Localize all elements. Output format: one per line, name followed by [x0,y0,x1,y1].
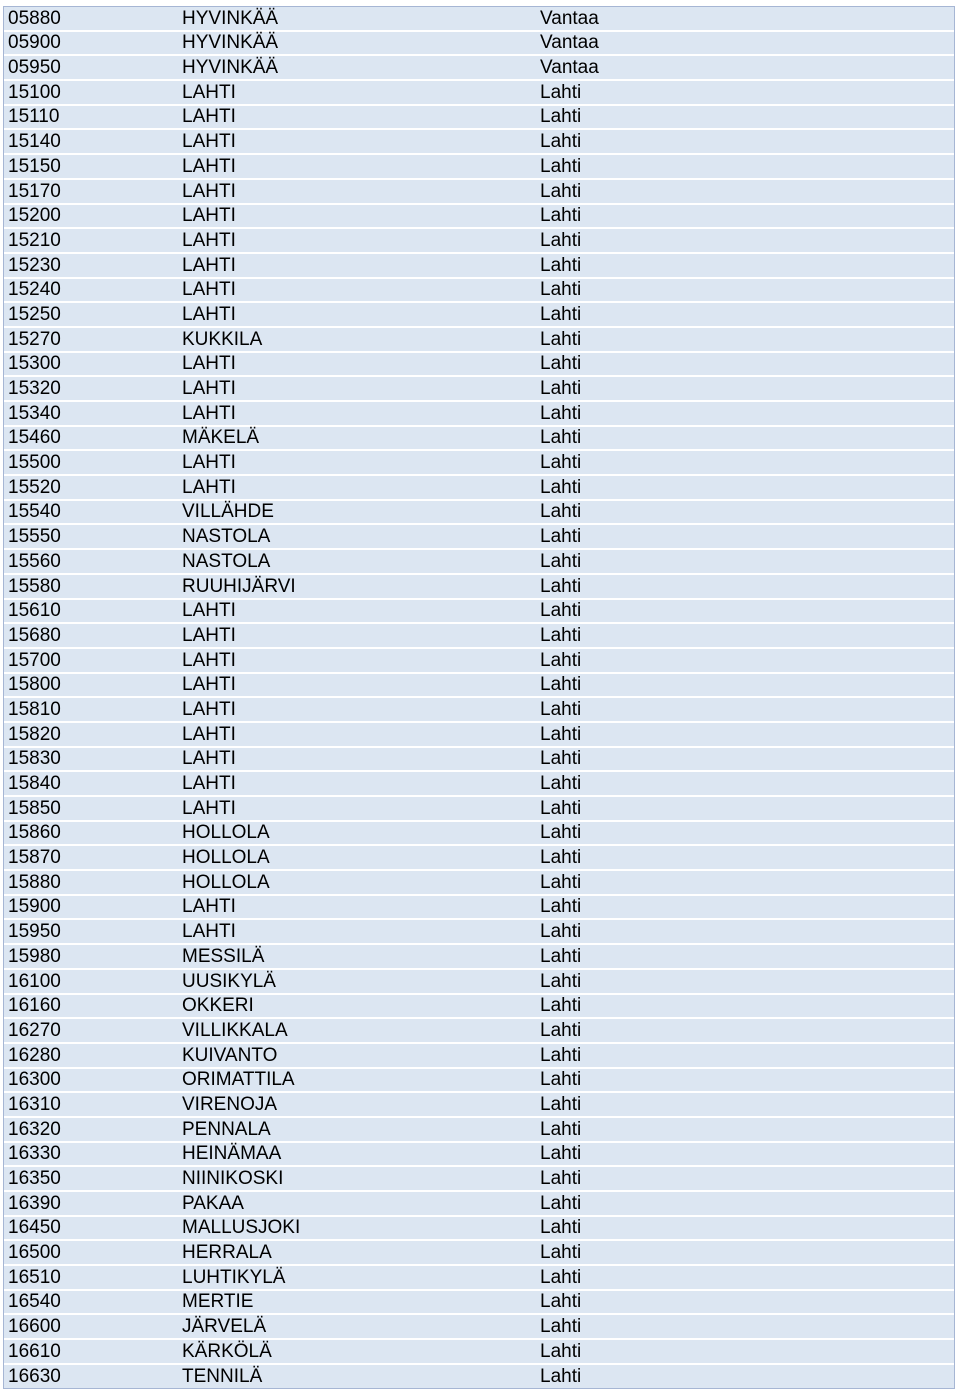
locality-cell: RUUHIJÄRVI [178,575,536,600]
postal-code-cell: 16610 [4,1340,178,1365]
municipality-cell: Lahti [536,155,954,180]
municipality-cell: Lahti [536,995,954,1020]
municipality-cell: Lahti [536,353,954,378]
postal-code-cell: 15170 [4,180,178,205]
table-row [4,1291,954,1316]
municipality-cell: Lahti [536,1069,954,1094]
locality-cell: VILLÄHDE [178,501,536,526]
locality-cell: MALLUSJOKI [178,1217,536,1242]
postal-code-cell: 15270 [4,328,178,353]
locality-cell: MÄKELÄ [178,427,536,452]
table-row [4,600,954,625]
locality-cell: LAHTI [178,896,536,921]
locality-cell: LAHTI [178,402,536,427]
municipality-cell: Lahti [536,575,954,600]
postal-code-cell: 15700 [4,649,178,674]
municipality-cell: Lahti [536,427,954,452]
postal-code-cell: 15150 [4,155,178,180]
locality-cell: LAHTI [178,377,536,402]
locality-cell: HERRALA [178,1241,536,1266]
postal-code-cell: 16630 [4,1365,178,1388]
locality-cell: HEINÄMAA [178,1143,536,1168]
locality-cell: VIRENOJA [178,1093,536,1118]
municipality-cell: Lahti [536,1365,954,1388]
locality-cell: HYVINKÄÄ [178,56,536,81]
municipality-cell: Lahti [536,846,954,871]
table-row [4,451,954,476]
municipality-cell: Lahti [536,1192,954,1217]
table-row [4,476,954,501]
table-body [4,7,954,1388]
table-row [4,1315,954,1340]
table-row [4,1365,954,1388]
locality-cell: LAHTI [178,254,536,279]
municipality-cell: Lahti [536,1291,954,1316]
postal-code-cell: 16310 [4,1093,178,1118]
municipality-cell: Lahti [536,550,954,575]
locality-cell: LAHTI [178,229,536,254]
postal-code-cell: 16390 [4,1192,178,1217]
table-row [4,698,954,723]
postal-code-cell: 16350 [4,1167,178,1192]
locality-cell: VILLIKKALA [178,1019,536,1044]
municipality-cell: Lahti [536,303,954,328]
postal-code-cell: 15680 [4,624,178,649]
municipality-cell: Lahti [536,180,954,205]
table-row [4,1340,954,1365]
municipality-cell: Vantaa [536,32,954,57]
postal-code-cell: 16320 [4,1118,178,1143]
table-row [4,995,954,1020]
municipality-cell: Lahti [536,525,954,550]
postal-code-cell: 15540 [4,501,178,526]
table-row [4,1019,954,1044]
table-row [4,748,954,773]
table-row [4,970,954,995]
postal-code-cell: 05900 [4,32,178,57]
locality-cell: TENNILÄ [178,1365,536,1388]
postal-code-cell: 15200 [4,205,178,230]
locality-cell: LAHTI [178,353,536,378]
municipality-cell: Lahti [536,1093,954,1118]
locality-cell: LAHTI [178,476,536,501]
municipality-cell: Lahti [536,81,954,106]
table-row [4,1192,954,1217]
table-row [4,1044,954,1069]
locality-cell: LAHTI [178,649,536,674]
postal-code-cell: 15880 [4,871,178,896]
locality-cell: LAHTI [178,698,536,723]
postal-code-cell: 16500 [4,1241,178,1266]
postal-code-cell: 15340 [4,402,178,427]
municipality-cell: Lahti [536,772,954,797]
locality-cell: LAHTI [178,748,536,773]
municipality-cell: Lahti [536,1167,954,1192]
municipality-cell: Lahti [536,476,954,501]
municipality-cell: Lahti [536,254,954,279]
postal-code-cell: 15830 [4,748,178,773]
locality-cell: KUIVANTO [178,1044,536,1069]
postal-code-cell: 05880 [4,7,178,32]
municipality-cell: Lahti [536,377,954,402]
table-row [4,180,954,205]
locality-cell: ORIMATTILA [178,1069,536,1094]
table-row [4,575,954,600]
table-row [4,328,954,353]
postal-code-cell: 15500 [4,451,178,476]
postal-code-cell: 15100 [4,81,178,106]
locality-cell: NASTOLA [178,550,536,575]
locality-cell: KÄRKÖLÄ [178,1340,536,1365]
table-row [4,550,954,575]
postal-code-cell: 15300 [4,353,178,378]
postal-code-cell: 16450 [4,1217,178,1242]
locality-cell: MERTIE [178,1291,536,1316]
postal-code-cell: 15580 [4,575,178,600]
table-row [4,279,954,304]
table-row [4,353,954,378]
postal-code-cell: 16280 [4,1044,178,1069]
municipality-cell: Lahti [536,1143,954,1168]
locality-cell: HYVINKÄÄ [178,7,536,32]
locality-cell: LAHTI [178,81,536,106]
postal-code-cell: 16100 [4,970,178,995]
locality-cell: LAHTI [178,180,536,205]
table-row [4,229,954,254]
locality-cell: NIINIKOSKI [178,1167,536,1192]
postal-code-cell: 15870 [4,846,178,871]
municipality-cell: Lahti [536,649,954,674]
locality-cell: LAHTI [178,772,536,797]
postal-code-cell: 16510 [4,1266,178,1291]
table-row [4,377,954,402]
postal-code-cell: 15240 [4,279,178,304]
municipality-cell: Lahti [536,279,954,304]
table-row [4,130,954,155]
municipality-cell: Lahti [536,130,954,155]
table-row [4,303,954,328]
municipality-cell: Lahti [536,822,954,847]
table-row [4,1266,954,1291]
municipality-cell: Lahti [536,1340,954,1365]
locality-cell: MESSILÄ [178,945,536,970]
municipality-cell: Lahti [536,328,954,353]
municipality-cell: Lahti [536,205,954,230]
table-row [4,1217,954,1242]
locality-cell: PAKAA [178,1192,536,1217]
postal-code-cell: 16160 [4,995,178,1020]
postal-code-cell: 16330 [4,1143,178,1168]
postal-code-cell: 16540 [4,1291,178,1316]
municipality-cell: Lahti [536,451,954,476]
municipality-cell: Lahti [536,920,954,945]
table-row [4,896,954,921]
municipality-cell: Lahti [536,723,954,748]
postal-code-cell: 15840 [4,772,178,797]
postal-code-cell: 16270 [4,1019,178,1044]
postal-code-cell: 15860 [4,822,178,847]
postal-code-cell: 15250 [4,303,178,328]
municipality-cell: Lahti [536,229,954,254]
postal-code-cell: 15900 [4,896,178,921]
locality-cell: LAHTI [178,155,536,180]
locality-cell: LAHTI [178,624,536,649]
municipality-cell: Lahti [536,748,954,773]
municipality-cell: Lahti [536,797,954,822]
municipality-cell: Lahti [536,1044,954,1069]
table-row [4,32,954,57]
municipality-cell: Lahti [536,600,954,625]
locality-cell: LAHTI [178,106,536,131]
locality-cell: LAHTI [178,797,536,822]
locality-cell: LAHTI [178,600,536,625]
locality-cell: KUKKILA [178,328,536,353]
municipality-cell: Vantaa [536,56,954,81]
postal-code-cell: 15610 [4,600,178,625]
postal-code-cell: 15230 [4,254,178,279]
locality-cell: LAHTI [178,723,536,748]
table-row [4,1143,954,1168]
municipality-cell: Lahti [536,1019,954,1044]
locality-cell: UUSIKYLÄ [178,970,536,995]
locality-cell: JÄRVELÄ [178,1315,536,1340]
table-row [4,1241,954,1266]
postal-code-cell: 15950 [4,920,178,945]
municipality-cell: Lahti [536,106,954,131]
locality-cell: HOLLOLA [178,822,536,847]
municipality-cell: Lahti [536,1266,954,1291]
postal-code-cell: 15210 [4,229,178,254]
municipality-cell: Lahti [536,945,954,970]
postal-code-cell: 16600 [4,1315,178,1340]
table-row [4,402,954,427]
table-row [4,674,954,699]
postal-code-cell: 15980 [4,945,178,970]
table-row [4,56,954,81]
locality-cell: LAHTI [178,130,536,155]
locality-cell: LAHTI [178,205,536,230]
municipality-cell: Lahti [536,871,954,896]
municipality-cell: Vantaa [536,7,954,32]
table-row [4,920,954,945]
postal-code-table [3,6,955,1389]
table-row [4,1069,954,1094]
table-row [4,7,954,32]
table-row [4,822,954,847]
table-row [4,155,954,180]
locality-cell: NASTOLA [178,525,536,550]
municipality-cell: Lahti [536,1217,954,1242]
postal-code-cell: 15850 [4,797,178,822]
table-row [4,1167,954,1192]
locality-cell: HOLLOLA [178,871,536,896]
locality-cell: LAHTI [178,920,536,945]
locality-cell: LAHTI [178,303,536,328]
table-row [4,106,954,131]
table-row [4,81,954,106]
table-row [4,871,954,896]
table-row [4,723,954,748]
postal-code-cell: 16300 [4,1069,178,1094]
postal-code-cell: 15460 [4,427,178,452]
municipality-cell: Lahti [536,1241,954,1266]
table-row [4,205,954,230]
municipality-cell: Lahti [536,1118,954,1143]
table-row [4,525,954,550]
locality-cell: PENNALA [178,1118,536,1143]
municipality-cell: Lahti [536,970,954,995]
postal-code-cell: 15550 [4,525,178,550]
postal-code-cell: 15140 [4,130,178,155]
table-row [4,427,954,452]
table-row [4,945,954,970]
table-row [4,624,954,649]
locality-cell: HOLLOLA [178,846,536,871]
table-row [4,1118,954,1143]
postal-code-cell: 15560 [4,550,178,575]
locality-cell: HYVINKÄÄ [178,32,536,57]
locality-cell: LAHTI [178,279,536,304]
municipality-cell: Lahti [536,402,954,427]
municipality-cell: Lahti [536,501,954,526]
table-row [4,772,954,797]
table-row [4,1093,954,1118]
municipality-cell: Lahti [536,674,954,699]
postal-code-cell: 15110 [4,106,178,131]
postal-code-cell: 15520 [4,476,178,501]
municipality-cell: Lahti [536,896,954,921]
locality-cell: LAHTI [178,451,536,476]
locality-cell: OKKERI [178,995,536,1020]
table-row [4,846,954,871]
table-row [4,649,954,674]
postal-code-cell: 15800 [4,674,178,699]
postal-code-cell: 15810 [4,698,178,723]
municipality-cell: Lahti [536,624,954,649]
municipality-cell: Lahti [536,1315,954,1340]
postal-code-cell: 15320 [4,377,178,402]
postal-code-cell: 05950 [4,56,178,81]
municipality-cell: Lahti [536,698,954,723]
table-row [4,797,954,822]
postal-code-cell: 15820 [4,723,178,748]
table-row [4,254,954,279]
table-row [4,501,954,526]
locality-cell: LAHTI [178,674,536,699]
locality-cell: LUHTIKYLÄ [178,1266,536,1291]
